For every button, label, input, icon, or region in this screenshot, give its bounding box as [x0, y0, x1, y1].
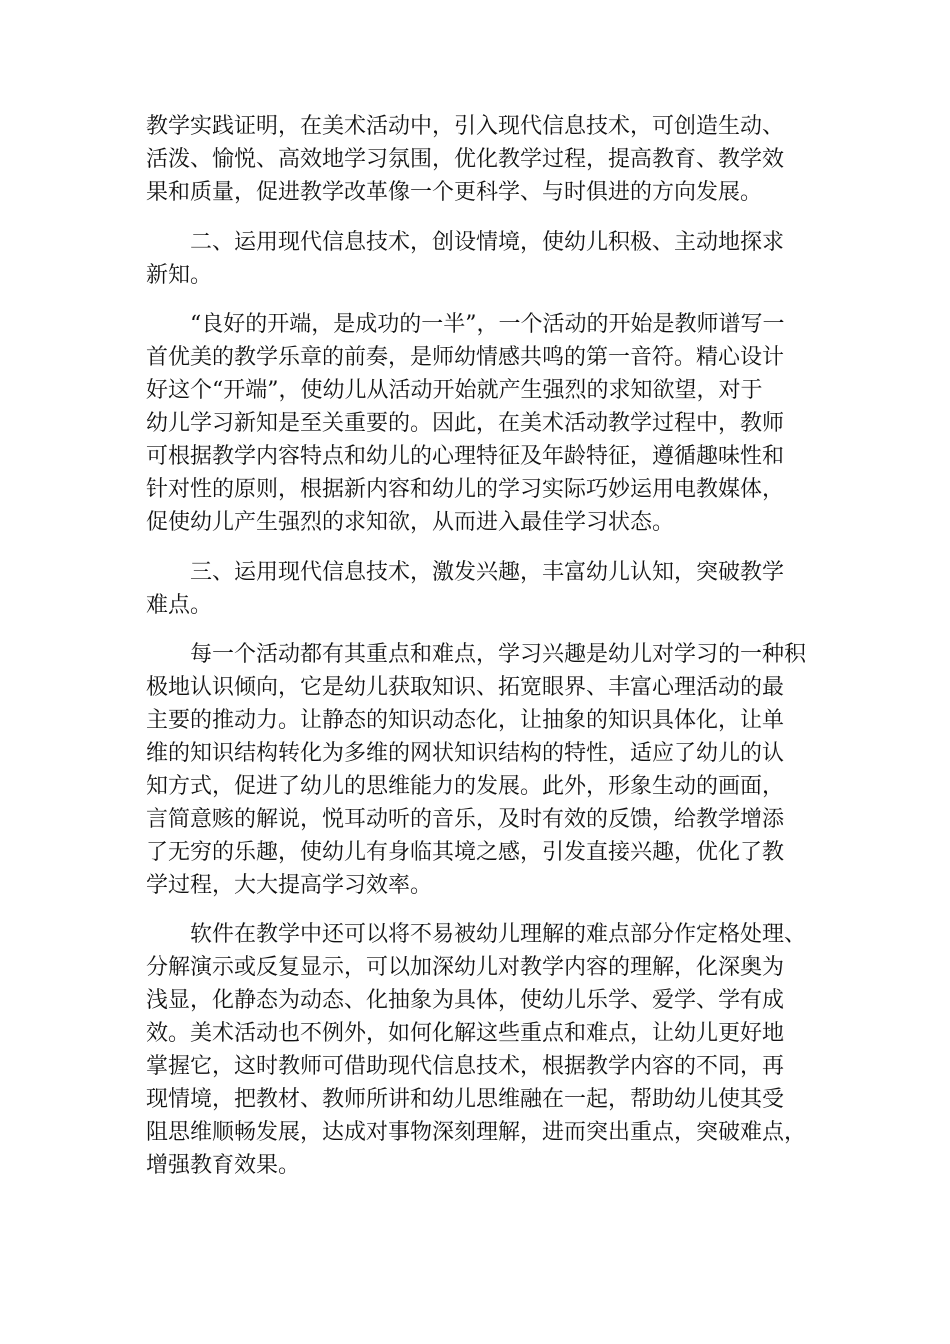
paragraph-line: 阻思维顺畅发展，达成对事物深刻理解，进而突出重点，突破难点，: [146, 1120, 807, 1145]
paragraph-line: 首优美的教学乐章的前奏，是师幼情感共鸣的第一音符。精心设计: [146, 345, 785, 370]
paragraph-line: 维的知识结构转化为多维的网状知识结构的特性，适应了幼儿的认: [146, 741, 785, 766]
paragraph-line: 每一个活动都有其重点和难点，学习兴趣是幼儿对学习的一种积: [190, 642, 807, 667]
section-heading-three: [146, 556, 826, 622]
paragraph-line: 果和质量，促进教学改革像一个更科学、与时俱进的方向发展。: [146, 180, 763, 205]
paragraph-line: “良好的开端，是成功的一半”，一个活动的开始是教师谱写一: [190, 312, 785, 337]
paragraph-line: 主要的推动力。让静态的知识动态化，让抽象的知识具体化，让单: [146, 708, 785, 733]
section-heading-two: [146, 226, 826, 292]
paragraph-line: 软件在教学中还可以将不易被幼儿理解的难点部分作定格处理、: [190, 922, 807, 947]
paragraph-line: 浅显，化静态为动态、化抽象为具体，使幼儿乐学、爱学、学有成: [146, 988, 785, 1013]
paragraph-line: 分解演示或反复显示，可以加深幼儿对教学内容的理解，化深奥为: [146, 955, 785, 980]
paragraph-line: 针对性的原则，根据新内容和幼儿的学习实际巧妙运用电教媒体，: [146, 477, 785, 502]
paragraph-intro: [146, 110, 826, 209]
paragraph-line: 教学实践证明，在美术活动中，引入现代信息技术，可创造生动、: [146, 114, 785, 139]
paragraph-line: 现情境，把教材、教师所讲和幼儿思维融在一起，帮助幼儿使其受: [146, 1087, 785, 1112]
paragraph-line: 增强教育效果。: [146, 1153, 301, 1178]
paragraph-line: 可根据教学内容特点和幼儿的心理特征及年龄特征，遵循趣味性和: [146, 444, 785, 469]
paragraph-software: [146, 918, 826, 1182]
heading-line: 新知。: [146, 263, 213, 288]
paragraph-line: 了无穷的乐趣，使幼儿有身临其境之感，引发直接兴趣，优化了教: [146, 840, 785, 865]
paragraph-line: 言简意赅的解说，悦耳动听的音乐，及时有效的反馈，给教学增添: [146, 807, 785, 832]
paragraph-interest: [146, 638, 826, 902]
heading-line: 三、运用现代信息技术，激发兴趣，丰富幼儿认知，突破教学: [190, 560, 785, 585]
paragraph-line: 活泼、愉悦、高效地学习氛围，优化教学过程，提高教育、教学效: [146, 147, 785, 172]
heading-line: 难点。: [146, 593, 213, 618]
heading-line: 二、运用现代信息技术，创设情境，使幼儿积极、主动地探求: [190, 230, 785, 255]
paragraph-line: 促使幼儿产生强烈的求知欲，从而进入最佳学习状态。: [146, 510, 675, 535]
paragraph-line: 幼儿学习新知是至关重要的。因此，在美术活动教学过程中，教师: [146, 411, 785, 436]
paragraph-line: 掌握它，这时教师可借助现代信息技术，根据教学内容的不同，再: [146, 1054, 785, 1079]
paragraph-line: 知方式，促进了幼儿的思维能力的发展。此外，形象生动的画面，: [146, 774, 785, 799]
paragraph-line: 学过程，大大提高学习效率。: [146, 873, 433, 898]
paragraph-line: 好这个“开端”，使幼儿从活动开始就产生强烈的求知欲望，对于: [146, 378, 763, 403]
paragraph-line: 极地认识倾向，它是幼儿获取知识、拓宽眼界、丰富心理活动的最: [146, 675, 785, 700]
paragraph-good-start: [146, 308, 826, 539]
paragraph-line: 效。美术活动也不例外，如何化解这些重点和难点，让幼儿更好地: [146, 1021, 785, 1046]
